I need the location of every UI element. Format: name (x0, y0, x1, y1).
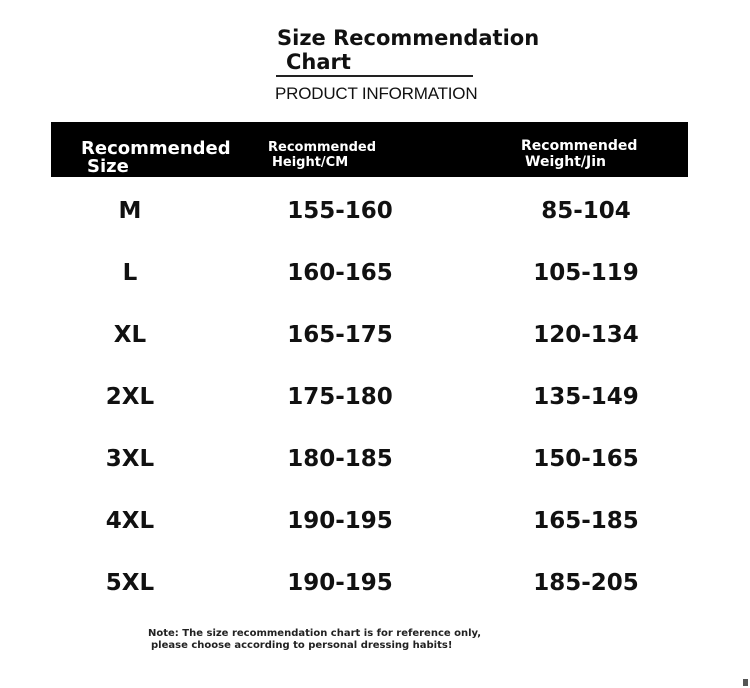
weight-cell: 105-119 (533, 260, 639, 286)
weight-cell: 165-185 (533, 508, 639, 534)
subtitle: PRODUCT INFORMATION (275, 84, 478, 103)
reference-note (148, 628, 481, 652)
table-row (0, 242, 750, 304)
table-row (0, 552, 750, 614)
header-weight (521, 138, 637, 170)
height-cell: 180-185 (287, 446, 393, 472)
size-cell: L (122, 260, 138, 286)
header-size (81, 140, 231, 176)
table-row (0, 490, 750, 552)
weight-cell: 120-134 (533, 322, 639, 348)
size-cell: M (118, 198, 142, 224)
size-cell: 2XL (105, 384, 155, 410)
header-height-line-2: Height/CM (272, 155, 349, 170)
table-row (0, 304, 750, 366)
header-height-line-1: Recommended (268, 140, 377, 155)
height-cell: 160-165 (287, 260, 393, 286)
title-line-2: Chart (286, 50, 351, 74)
size-cell: XL (113, 322, 147, 348)
size-cell: 4XL (105, 508, 155, 534)
note-line-2: please choose according to personal dressing habits! (151, 640, 453, 651)
title-line-1: Size Recommendation (277, 26, 540, 50)
weight-cell: 85-104 (541, 198, 631, 224)
height-cell: 190-195 (287, 570, 393, 596)
header-size-line-2: Size (87, 156, 129, 177)
header-height (268, 140, 376, 170)
header-weight-line-2: Weight/Jin (525, 154, 607, 170)
table-row (0, 366, 750, 428)
height-cell: 165-175 (287, 322, 393, 348)
weight-cell: 150-165 (533, 446, 639, 472)
size-cell: 3XL (105, 446, 155, 472)
header-size-line-1: Recommended (81, 138, 231, 159)
header-weight-line-1: Recommended (521, 138, 638, 154)
height-cell: 175-180 (287, 384, 393, 410)
corner-mark (743, 679, 748, 686)
weight-cell: 185-205 (533, 570, 639, 596)
height-cell: 155-160 (287, 198, 393, 224)
table-row (0, 180, 750, 242)
size-cell: 5XL (105, 570, 155, 596)
table-row (0, 428, 750, 490)
page-title (277, 26, 539, 74)
table-header (51, 122, 688, 177)
weight-cell: 135-149 (533, 384, 639, 410)
note-line-1: Note: The size recommendation chart is for reference only, (148, 628, 482, 639)
height-cell: 190-195 (287, 508, 393, 534)
title-underline (276, 75, 473, 77)
